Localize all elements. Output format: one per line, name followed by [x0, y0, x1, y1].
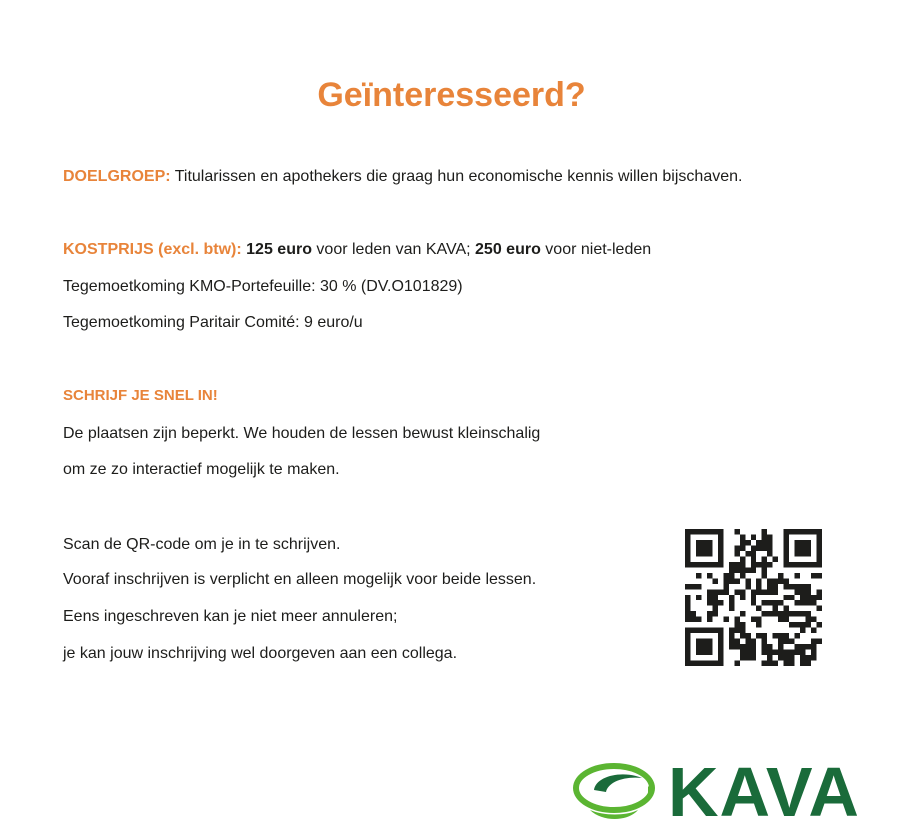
kmo-line: Tegemoetkoming KMO-Portefeuille: 30 % (DV.O101829)	[63, 278, 463, 295]
kostprijs-line	[63, 241, 651, 259]
paritair-line: Tegemoetkoming Paritair Comité: 9 euro/u	[63, 314, 363, 331]
inschrijven-line-2: om ze zo interactief mogelijk te maken.	[63, 461, 340, 478]
kava-logo-text: KAVA	[668, 753, 860, 831]
qr-code[interactable]	[685, 529, 822, 666]
doelgroep-text: Titularissen en apothekers die graag hun economische kennis willen bijschaven.	[170, 168, 743, 185]
inschrijven-line-1: De plaatsen zijn beperkt. We houden de lessen bewust kleinschalig	[63, 425, 541, 442]
qr-line-2: Vooraf inschrijven is verplicht en alleen mogelijk voor beide lessen.	[63, 571, 537, 588]
price-members-text: voor leden van KAVA;	[311, 241, 476, 258]
price-nonmembers-text: voor niet-leden	[540, 241, 652, 258]
doelgroep-label: DOELGROEP:	[63, 168, 171, 185]
qr-line-1: Scan de QR-code om je in te schrijven.	[63, 536, 341, 553]
page-title: Geïnteresseerd?	[317, 76, 586, 114]
price-nonmembers: 250 euro	[475, 241, 541, 258]
inschrijven-label: SCHRIJF JE SNEL IN!	[63, 387, 218, 404]
doelgroep-line	[63, 168, 742, 186]
qr-line-4: je kan jouw inschrijving wel doorgeven aan een collega.	[63, 645, 458, 662]
qr-line-3: Eens ingeschreven kan je niet meer annuleren;	[63, 608, 398, 625]
price-members: 125 euro	[246, 241, 312, 258]
kostprijs-label: KOSTPRIJS (excl. btw):	[63, 241, 242, 258]
